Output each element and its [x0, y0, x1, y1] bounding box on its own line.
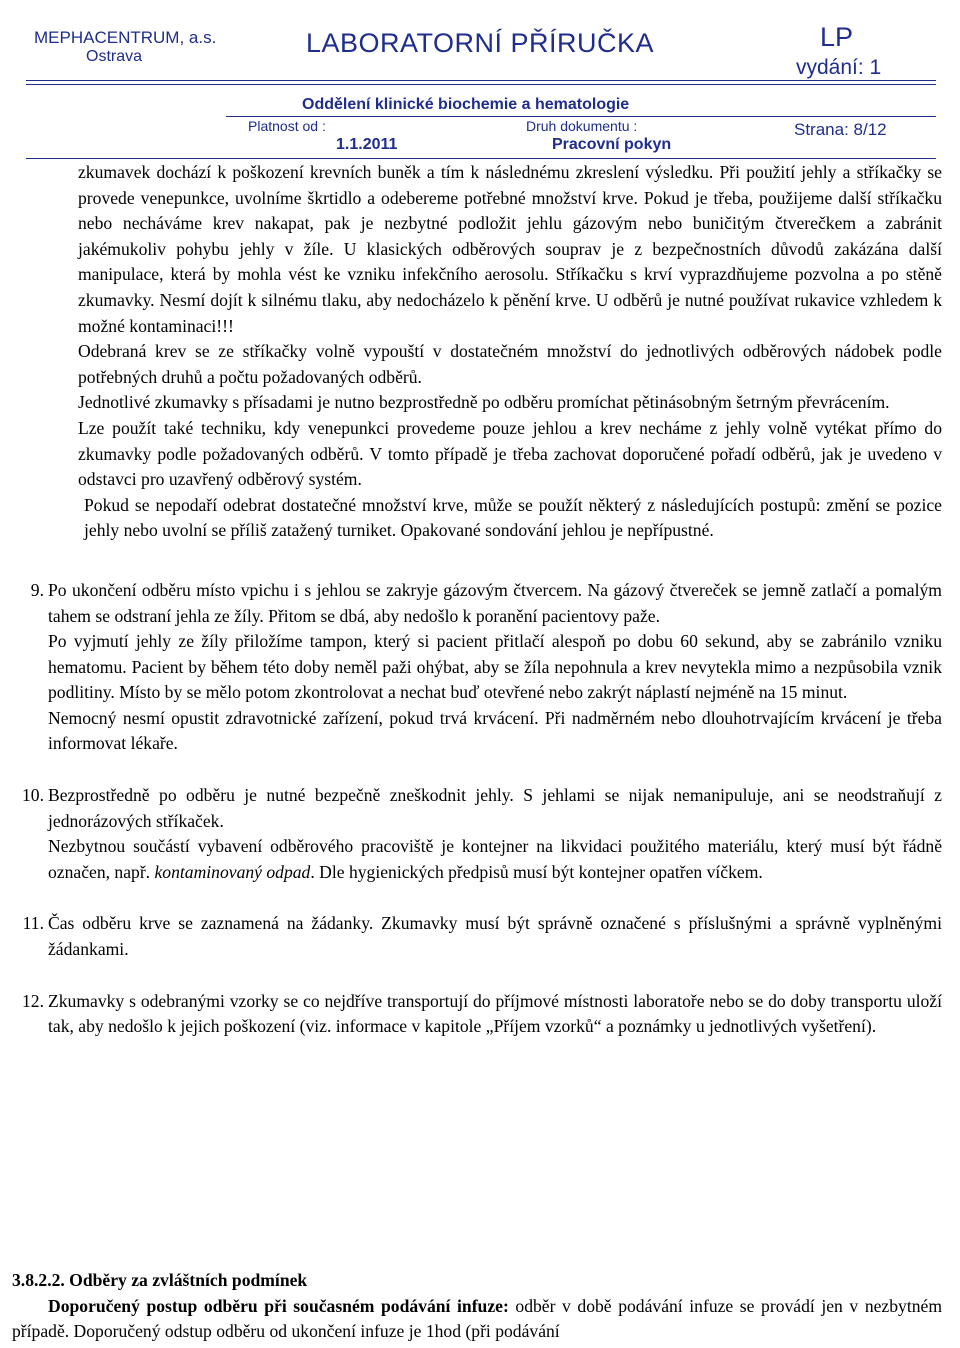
list-number: 11.	[22, 913, 44, 934]
text-run: odběr v době podávání infuze se provádí jen v nezbytném případě. Doporučený odstup odběru od ukončení infuze je 1hod (při podávání	[12, 1295, 943, 1342]
list-item-10-paragraph-2	[48, 834, 942, 885]
page-number: Strana: 8/12	[794, 120, 887, 139]
list-item-11-paragraph-1: Čas odběru krve se zaznamená na žádanky. Zkumavky musí být správně označené s příslušnými a správně vyplněnými žádankami.	[48, 913, 942, 960]
header-rule-top	[26, 80, 936, 81]
document-header	[26, 14, 936, 160]
list-item-9	[30, 578, 942, 757]
document-code: LP	[820, 22, 854, 52]
intro-paragraph-1: zkumavek dochází k poškození krevních buněk a tím k následnému zkreslení výsledku. Při použití jehly a stříkačky se provede venepunkce, uvolníme škrtidlo a odebereme potřebné množství krve. Pokud je třeba, použijeme další stříkačku nebo necháváme krev nakapat, pak je nezbytné podložit jehlu gázovým nebo buničitým čtverečkem a zabránit jakémukoliv pohybu jehly v žíle. U klasických odběrových souprav je z bezpečnostních důvodů zakázána další manipulace, která by mohla vést ke vzniku infekčního aerosolu. Stříkačku s krví vyprazdňujeme pozvolna a po stěně zkumavky. Nesmí dojít k silnému tlaku, aby nedocházelo k pěnění krve. U odběrů je nutné používat rukavice vzhledem k možné kontaminaci!!!	[78, 162, 942, 336]
valid-from-value: 1.1.2011	[336, 136, 398, 153]
list-item-9-paragraph-1: Po ukončení odběru místo vpichu i s jehlou se zakryje gázovým čtvercem. Na gázový čtvereček se jemně zatlačí a pomalým tahem se odstraní jehla ze žíly. Přitom se dbá, aby nedošlo k poranění pacientovy paže.	[48, 579, 942, 626]
section-lead-paragraph	[12, 1294, 942, 1345]
doc-type-label: Druh dokumentu :	[526, 118, 638, 134]
doc-type-value: Pracovní pokyn	[552, 136, 672, 153]
list-item-9-paragraph-3: Nemocný nesmí opustit zdravotnické zařízení, pokud trvá krvácení. Při nadměrném nebo dlouhotrvajícím krvácení je třeba informovat lékaře.	[48, 707, 942, 754]
document-body	[22, 160, 942, 1040]
intro-paragraph-2: Odebraná krev se ze stříkačky volně vypouští v dostatečném množství do jednotlivých odběrových nádobek podle potřebných druhů a počtu požadovaných odběrů.	[78, 341, 942, 387]
list-number: 10.	[22, 785, 44, 806]
header-rule-top-2	[26, 84, 936, 85]
company-name: MEPHACENTRUM, a.s.	[34, 28, 217, 47]
text-run: Nezbytnou součástí vybavení odběrového pracoviště je kontejner na likvidaci použitého materiálu, který musí být řádně označen, např.	[48, 836, 942, 882]
list-item-11	[22, 911, 942, 962]
header-rule-bottom	[26, 158, 936, 159]
edition-label: vydání: 1	[796, 56, 882, 79]
department-name: Oddělení klinické biochemie a hematologie	[302, 96, 630, 113]
italic-term: kontaminovaný odpad	[154, 861, 311, 882]
intro-paragraph-3: Jednotlivé zkumavky s přísadami je nutno bezprostředně po odběru promíchat pětinásobným šetrným převrácením.	[78, 392, 890, 413]
list-item-10-paragraph-1: Bezprostředně po odběru je nutné bezpečně zneškodnit jehly. S jehlami se nijak nemanipuluje, ani se neodstraňují z jednorázových stříkaček.	[48, 785, 942, 831]
text-run: . Dle hygienických předpisů musí být kontejner opatřen víčkem.	[310, 861, 763, 882]
list-item-12	[22, 989, 942, 1040]
list-item-12-paragraph-1: Zkumavky s odebranými vzorky se co nejdříve transportují do příjmové místnosti laboratoře nebo se do doby transportu uloží tak, aby nedošlo k jejich poškození (viz. informace v kapitole „Příjem vzorků“ a poznámky u jednotlivých vyšetření).	[48, 990, 942, 1037]
section-block	[12, 1268, 942, 1345]
list-item-9-paragraph-2: Po vyjmutí jehly ze žíly přiložíme tampon, který si pacient přitlačí alespoň po dobu 60 sekund, aby se zabránilo vzniku hematomu. Pacient by během této doby neměl paži ohýbat, aby se žíla nepohnula a krev nevytekla mimo a nezpůsobila vznik podlitiny. Místo by se mělo potom zkontrolovat a nechat buď otevřené nebo zakrýt náplastí nejméně na 15 minut.	[48, 631, 942, 703]
intro-paragraph-5: Pokud se nepodaří odebrat dostatečné množství krve, může se použít některý z následujících postupů: změní se pozice jehly nebo uvolní se příliš zatažený turniket. Opakované sondování jehlou je nepřípustné.	[84, 494, 942, 541]
list-number: 12.	[22, 990, 44, 1011]
section-heading: 3.8.2.2. Odběry za zvláštních podmínek	[12, 1270, 308, 1290]
document-title: LABORATORNÍ PŘÍRUČKA	[306, 28, 655, 58]
company-city: Ostrava	[86, 48, 143, 65]
header-rule-mid	[226, 116, 936, 117]
bold-lead: Doporučený postup odběru při současném podávání infuze:	[48, 1295, 509, 1316]
list-item-10	[22, 783, 942, 885]
list-number: 9.	[30, 579, 44, 600]
valid-from-label: Platnost od :	[248, 118, 326, 134]
intro-paragraph-4: Lze použít také techniku, kdy venepunkci provedeme pouze jehlou a krev necháme z jehly volně vytékat přímo do zkumavky podle požadovaných odběrů. V tomto případě je třeba zachovat doporučené pořadí odběrů, jak je uvedeno v odstavci pro uzavřený odběrový systém.	[78, 417, 942, 490]
